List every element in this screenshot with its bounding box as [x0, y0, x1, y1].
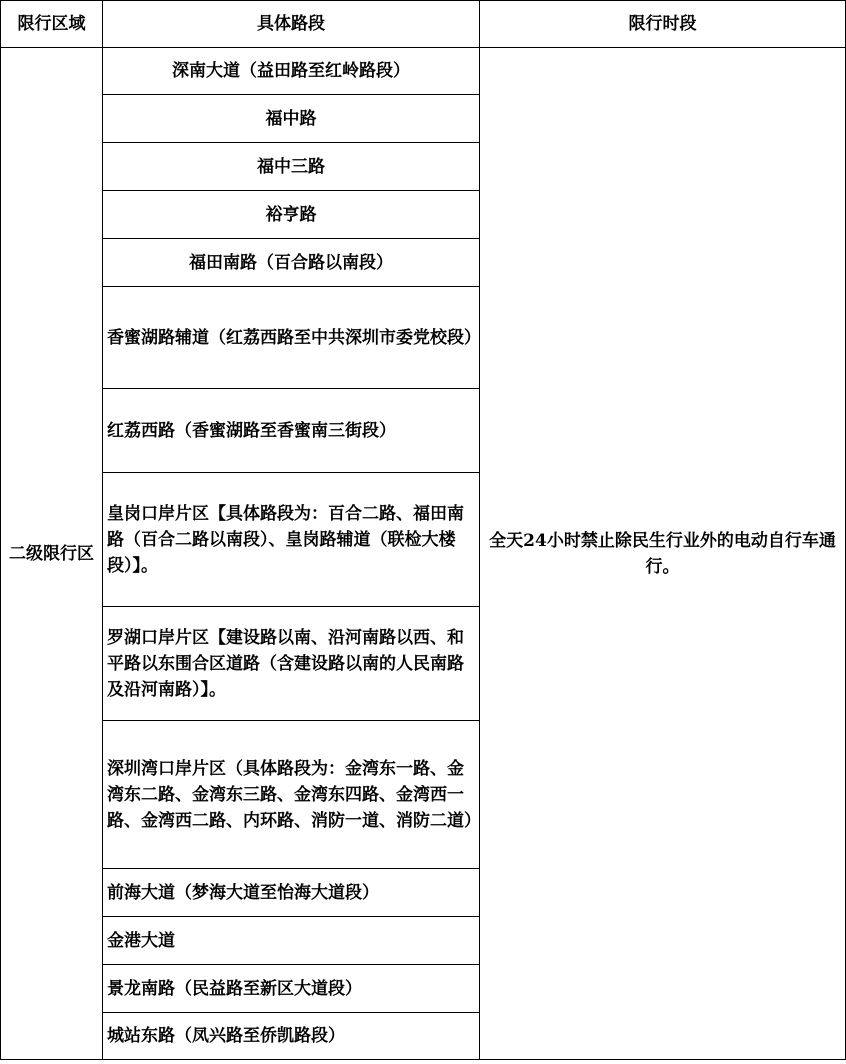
road-segment-cell: 红荔西路（香蜜湖路至香蜜南三街段）: [103, 389, 480, 473]
header-row: [1, 1, 846, 48]
road-segment-cell: 前海大道（梦海大道至怡海大道段）: [103, 869, 480, 917]
road-segment-cell: 福中三路: [103, 143, 480, 191]
road-segment-cell: 深圳湾口岸片区（具体路段为：金湾东一路、金湾东二路、金湾东三路、金湾东四路、金湾西一路、金湾西二路、内环路、消防一道、消防二道）: [103, 721, 480, 869]
road-segment-cell: 景龙南路（民益路至新区大道段）: [103, 965, 480, 1013]
road-segment-cell: 城站东路（凤兴路至侨凯路段）: [103, 1013, 480, 1060]
period-cell: 全天24小时禁止除民生行业外的电动自行车通行。: [480, 48, 846, 1060]
road-segment-cell: 裕亨路: [103, 191, 480, 239]
zone-cell: 二级限行区: [1, 48, 103, 1060]
header-road: 具体路段: [103, 1, 480, 48]
table-row: [1, 48, 846, 95]
road-segment-cell: 皇岗口岸片区【具体路段为：百合二路、福田南路（百合二路以南段）、皇岗路辅道（联检大楼段）】。: [103, 473, 480, 607]
road-segment-cell: 深南大道（益田路至红岭路段）: [103, 48, 480, 95]
road-segment-cell: 金港大道: [103, 917, 480, 965]
header-zone: 限行区域: [1, 1, 103, 48]
road-segment-cell: 香蜜湖路辅道（红荔西路至中共深圳市委党校段）: [103, 287, 480, 389]
road-segment-cell: 福田南路（百合路以南段）: [103, 239, 480, 287]
road-segment-cell: 福中路: [103, 95, 480, 143]
road-segment-cell: 罗湖口岸片区【建设路以南、沿河南路以西、和平路以东围合区道路（含建设路以南的人民南路及沿河南路）】。: [103, 607, 480, 721]
header-period: 限行时段: [480, 1, 846, 48]
